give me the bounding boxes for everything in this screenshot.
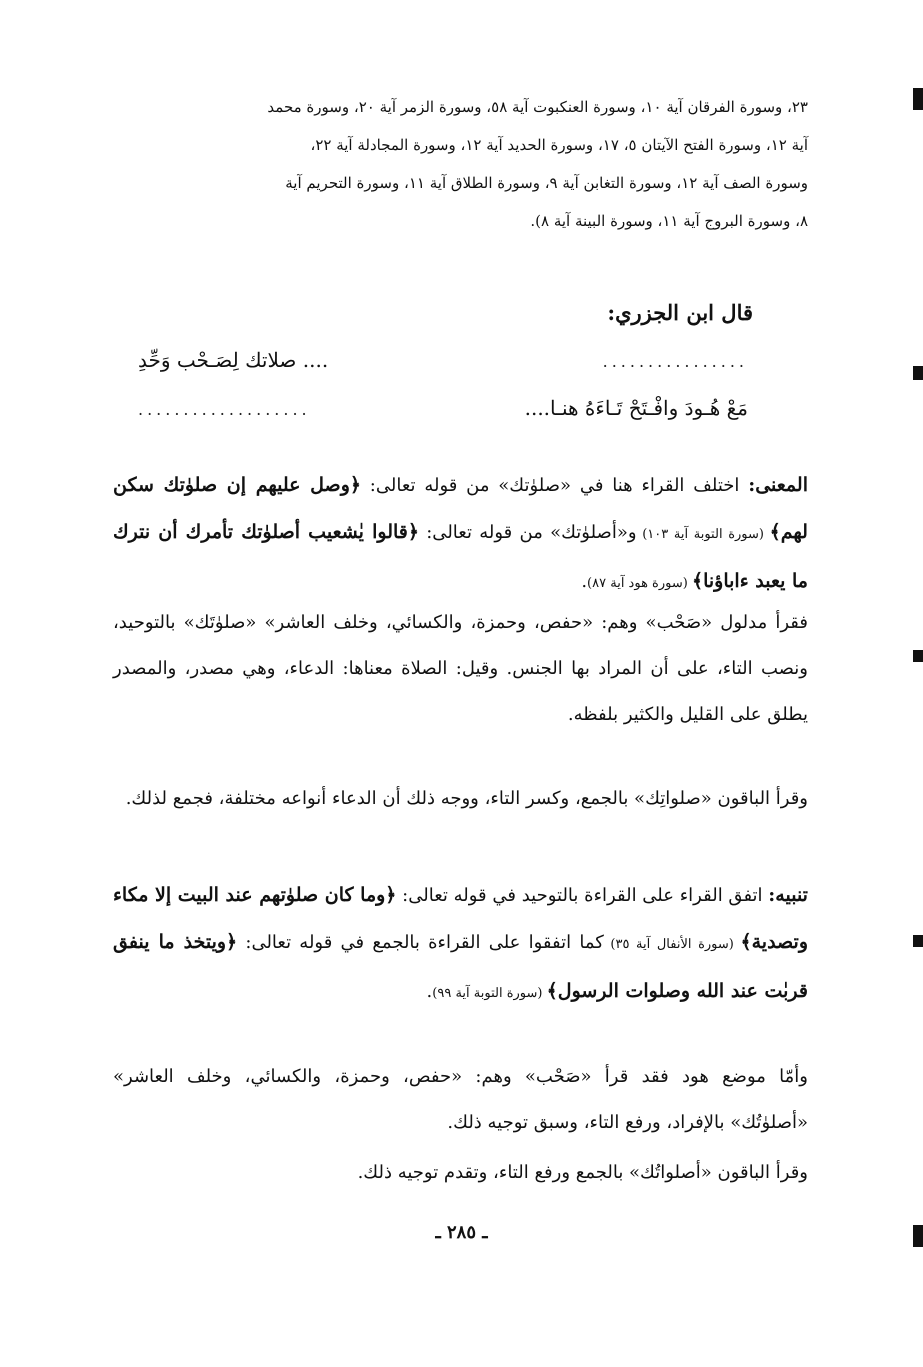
paragraph-reading-singular (113, 600, 808, 738)
quran-quote: ﴿ويتخذ ما ينفق قربٰت عند الله وصلوات الرسول﴾ (113, 931, 808, 1002)
scan-edge-mark (913, 366, 923, 380)
paragraph-meaning (113, 462, 808, 607)
paragraph-text: و«أصلوٰتك» من قوله تعالى: (419, 522, 637, 543)
verse-text: .... صلاتك لِصَـحْب وَحِّدِ (138, 348, 329, 372)
paragraph-text: وقرأ الباقون «صلواتِك» بالجمع، وكسر التاء، ووجه ذلك أن الدعاء أنواعه مختلفة، فجمع لذلك. (125, 788, 808, 809)
paragraph-text: فقرأ مدلول «صَحْب» وهم: «حفص، وحمزة، والكسائي، وخلف العاشر» «صلوٰتَك» بالتوحيد، ونصب التاء، على أن المراد بها الجنس. وقيل: الصلاة معناها: الدعاء، وهي مصدر، والمصدر يطلق على القليل والكثير بلفظه. (113, 612, 808, 725)
paragraph-text: وأمّا موضع هود فقد قرأ «صَحْب» وهم: «حفص، وحمزة، والكسائي، وخلف العاشر» «أصلوٰتُك» بالإفراد، ورفع التاء، وسبق توجيه ذلك. (113, 1066, 808, 1133)
paragraph-text: وقرأ الباقون «أصلواتُك» بالجمع ورفع التاء، وتقدم توجيه ذلك. (357, 1162, 808, 1183)
scan-edge-mark (913, 935, 923, 947)
paragraph-text: . (426, 981, 433, 1002)
paragraph-label: تنبيه: (768, 884, 808, 906)
section-heading: قال ابن الجزري: (607, 300, 753, 325)
verse-dots: ................ (602, 352, 748, 371)
quran-quote: ﴿وصل عليهم إن صلوٰتك سكن لهم﴾ (113, 474, 808, 543)
verse-line-2 (138, 396, 748, 436)
paragraph-hud-others (113, 1150, 808, 1196)
footnote-line: آية ١٢، وسورة الفتح الآيتان ٥، ١٧، وسورة الحديد آية ١٢، وسورة المجادلة آية ٢٢، (310, 136, 808, 154)
paragraph-text: . (581, 571, 588, 592)
footnote-line: ٢٣، وسورة الفرقان آية ١٠، وسورة العنكبوت آية ٥٨، وسورة الزمر آية ٢٠، وسورة محمد (267, 98, 808, 116)
scan-edge-mark (913, 1225, 923, 1247)
paragraph-reading-plural (113, 776, 808, 822)
verse-line-1 (138, 348, 748, 388)
scan-edge-mark (913, 650, 923, 662)
quran-reference: (سورة التوبة آية ٩٩) (432, 986, 547, 1001)
paragraph-label: المعنى: (748, 474, 808, 496)
footnote-block (108, 88, 808, 240)
page-number: ـ ٢٨٥ ـ (435, 1222, 488, 1243)
verse-dots: ................... (138, 400, 311, 419)
footnote-line: وسورة الصف آية ١٢، وسورة التغابن آية ٩، وسورة الطلاق آية ١١، وسورة التحريم آية (285, 174, 808, 192)
paragraph-note (113, 872, 808, 1017)
quran-reference: (سورة الأنفال آية ٣٥) (603, 937, 741, 952)
scan-edge-mark (913, 88, 923, 110)
paragraph-text: اختلف القراء هنا في «صلوٰتك» من قوله تعالى: (361, 475, 749, 496)
quran-reference: (سورة التوبة آية ١٠٣) (636, 527, 770, 542)
paragraph-text: كما اتفقوا على القراءة بالجمع في قوله تعالى: (237, 932, 604, 953)
quran-quote: ﴿قالوا يٰشعيب أصلوٰتك تأمرك أن نترك ما يعبد ءاباؤنا﴾ (113, 521, 808, 592)
verse-text: مَعْ هُـودَ وافْـتَحْ تَـاءَهُ هنـا.... (524, 396, 748, 420)
paragraph-hud-reading (113, 1054, 808, 1146)
paragraph-text: اتفق القراء على القراءة بالتوحيد في قوله تعالى: (396, 885, 769, 906)
footnote-line: ٨، وسورة البروج آية ١١، وسورة البينة آية ٨). (530, 212, 808, 230)
quran-reference: (سورة هود آية ٨٧) (587, 576, 692, 591)
quran-quote: ﴿وما كان صلوٰتهم عند البيت إلا مكاء وتصدية﴾ (113, 884, 808, 953)
